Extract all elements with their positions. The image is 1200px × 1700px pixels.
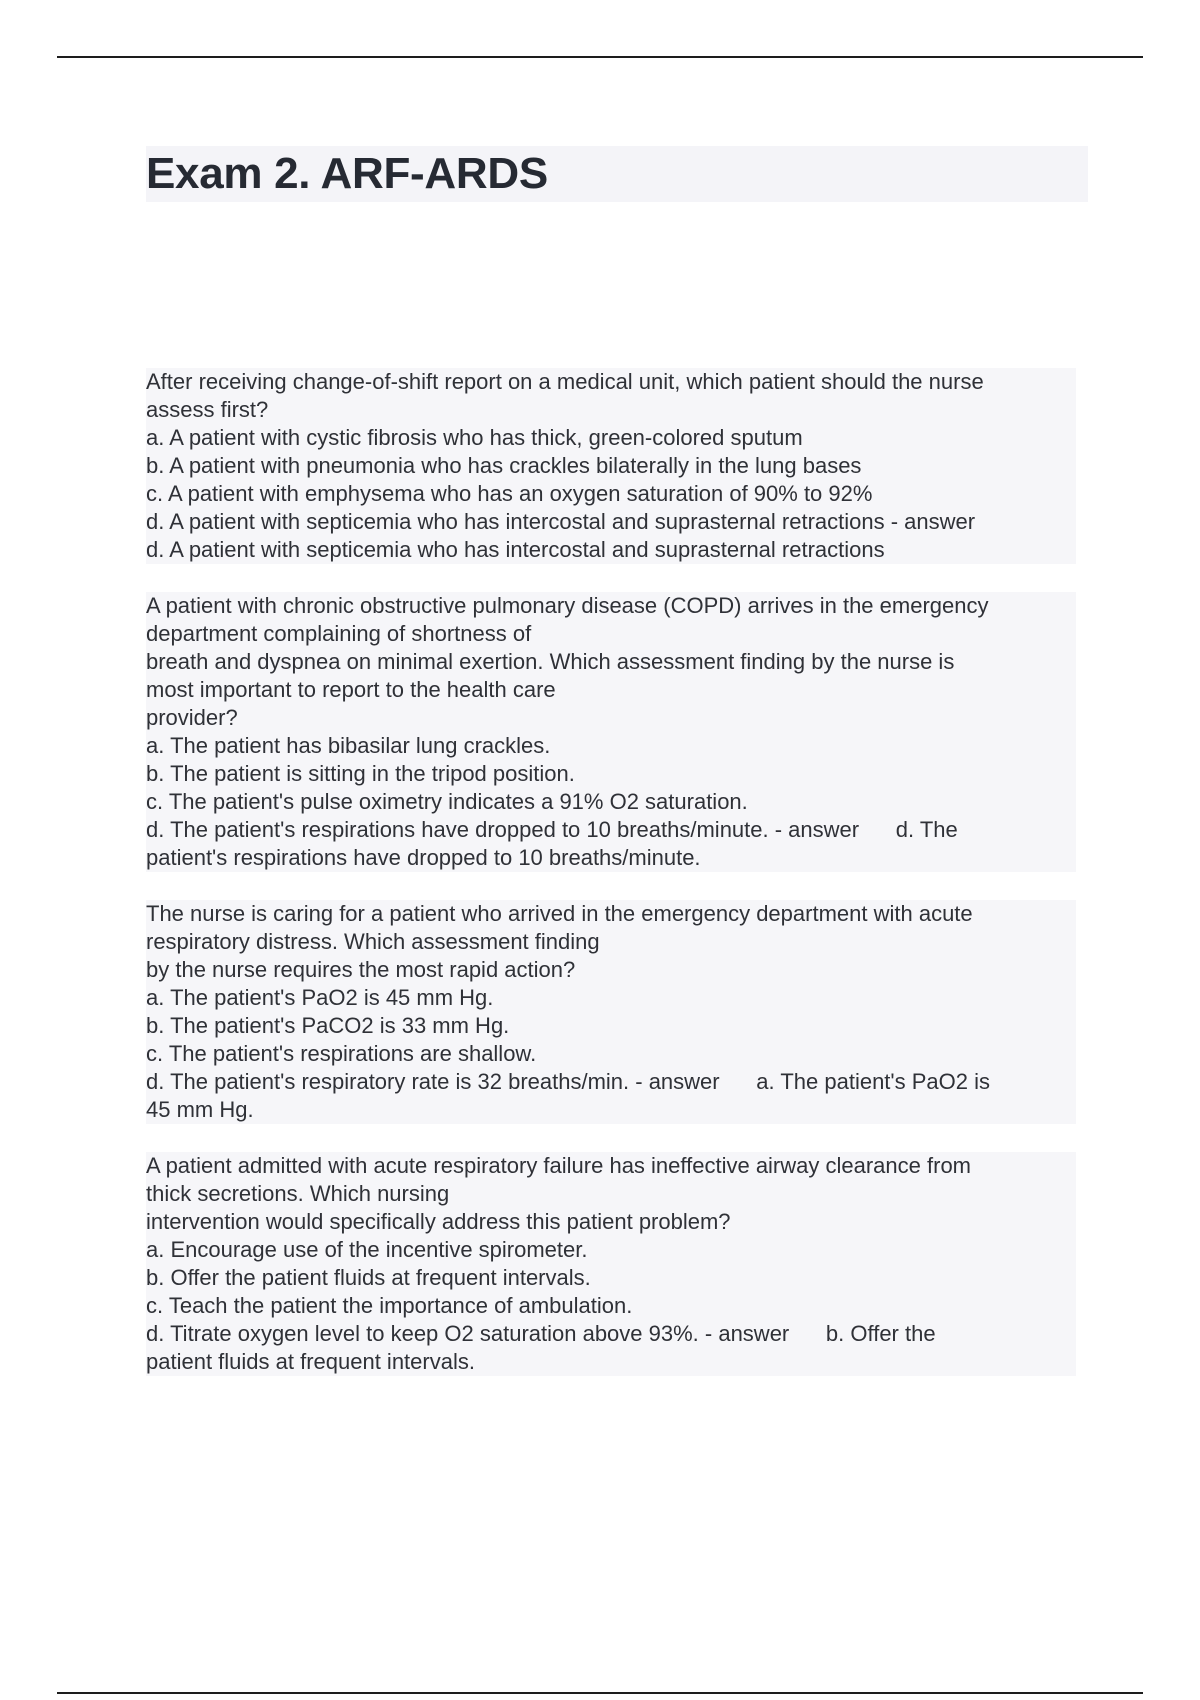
- question-block-3: [146, 900, 1076, 1124]
- option-b: b. The patient's PaCO2 is 33 mm Hg.: [146, 1013, 510, 1038]
- question-line: A patient admitted with acute respiratory failure has ineffective airway clearance from: [146, 1153, 971, 1178]
- question-text: [146, 1152, 1076, 1376]
- option-b: b. A patient with pneumonia who has crackles bilaterally in the lung bases: [146, 453, 862, 478]
- option-a: a. The patient has bibasilar lung crackles.: [146, 733, 551, 758]
- question-text: [146, 900, 1076, 1124]
- bottom-rule: [57, 1692, 1143, 1694]
- option-c: c. Teach the patient the importance of ambulation.: [146, 1293, 633, 1318]
- question-line: intervention would specifically address this patient problem?: [146, 1209, 731, 1234]
- option-a: a. Encourage use of the incentive spirometer.: [146, 1237, 588, 1262]
- top-rule: [57, 56, 1143, 58]
- document-body: [146, 368, 1076, 1404]
- question-text: [146, 592, 1076, 872]
- question-block-4: [146, 1152, 1076, 1376]
- option-d-with-answer: d. Titrate oxygen level to keep O2 saturation above 93%. - answer b. Offer the: [146, 1321, 936, 1346]
- option-d-answer-marker: d. A patient with septicemia who has intercostal and suprasternal retractions - answer: [146, 509, 976, 534]
- option-d-with-answer: d. The patient's respiratory rate is 32 breaths/min. - answer a. The patient's PaO2 is: [146, 1069, 990, 1094]
- option-c: c. The patient's pulse oximetry indicates a 91% O2 saturation.: [146, 789, 748, 814]
- question-line: assess first?: [146, 397, 269, 422]
- answer-text: patient's respirations have dropped to 10 breaths/minute.: [146, 845, 701, 870]
- question-block-2: [146, 592, 1076, 872]
- option-b: b. The patient is sitting in the tripod position.: [146, 761, 575, 786]
- answer-text: d. A patient with septicemia who has intercostal and suprasternal retractions: [146, 537, 885, 562]
- question-line: breath and dyspnea on minimal exertion. Which assessment finding by the nurse is: [146, 649, 955, 674]
- question-line: provider?: [146, 705, 238, 730]
- question-line: The nurse is caring for a patient who arrived in the emergency department with acute: [146, 901, 973, 926]
- option-a: a. The patient's PaO2 is 45 mm Hg.: [146, 985, 494, 1010]
- question-text: [146, 368, 1076, 564]
- question-line: A patient with chronic obstructive pulmonary disease (COPD) arrives in the emergency: [146, 593, 989, 618]
- option-c: c. The patient's respirations are shallow.: [146, 1041, 537, 1066]
- question-line: by the nurse requires the most rapid action?: [146, 957, 576, 982]
- option-d-with-answer: d. The patient's respirations have dropped to 10 breaths/minute. - answer d. The: [146, 817, 958, 842]
- page-title: Exam 2. ARF-ARDS: [146, 149, 548, 198]
- question-line: After receiving change-of-shift report on a medical unit, which patient should the nurse: [146, 369, 984, 394]
- option-c: c. A patient with emphysema who has an oxygen saturation of 90% to 92%: [146, 481, 873, 506]
- answer-text: 45 mm Hg.: [146, 1097, 254, 1122]
- question-line: respiratory distress. Which assessment finding: [146, 929, 600, 954]
- option-a: a. A patient with cystic fibrosis who has thick, green-colored sputum: [146, 425, 803, 450]
- answer-text: patient fluids at frequent intervals.: [146, 1349, 475, 1374]
- question-block-1: [146, 368, 1076, 564]
- option-b: b. Offer the patient fluids at frequent intervals.: [146, 1265, 591, 1290]
- question-line: thick secretions. Which nursing: [146, 1181, 450, 1206]
- question-line: department complaining of shortness of: [146, 621, 532, 646]
- question-line: most important to report to the health care: [146, 677, 556, 702]
